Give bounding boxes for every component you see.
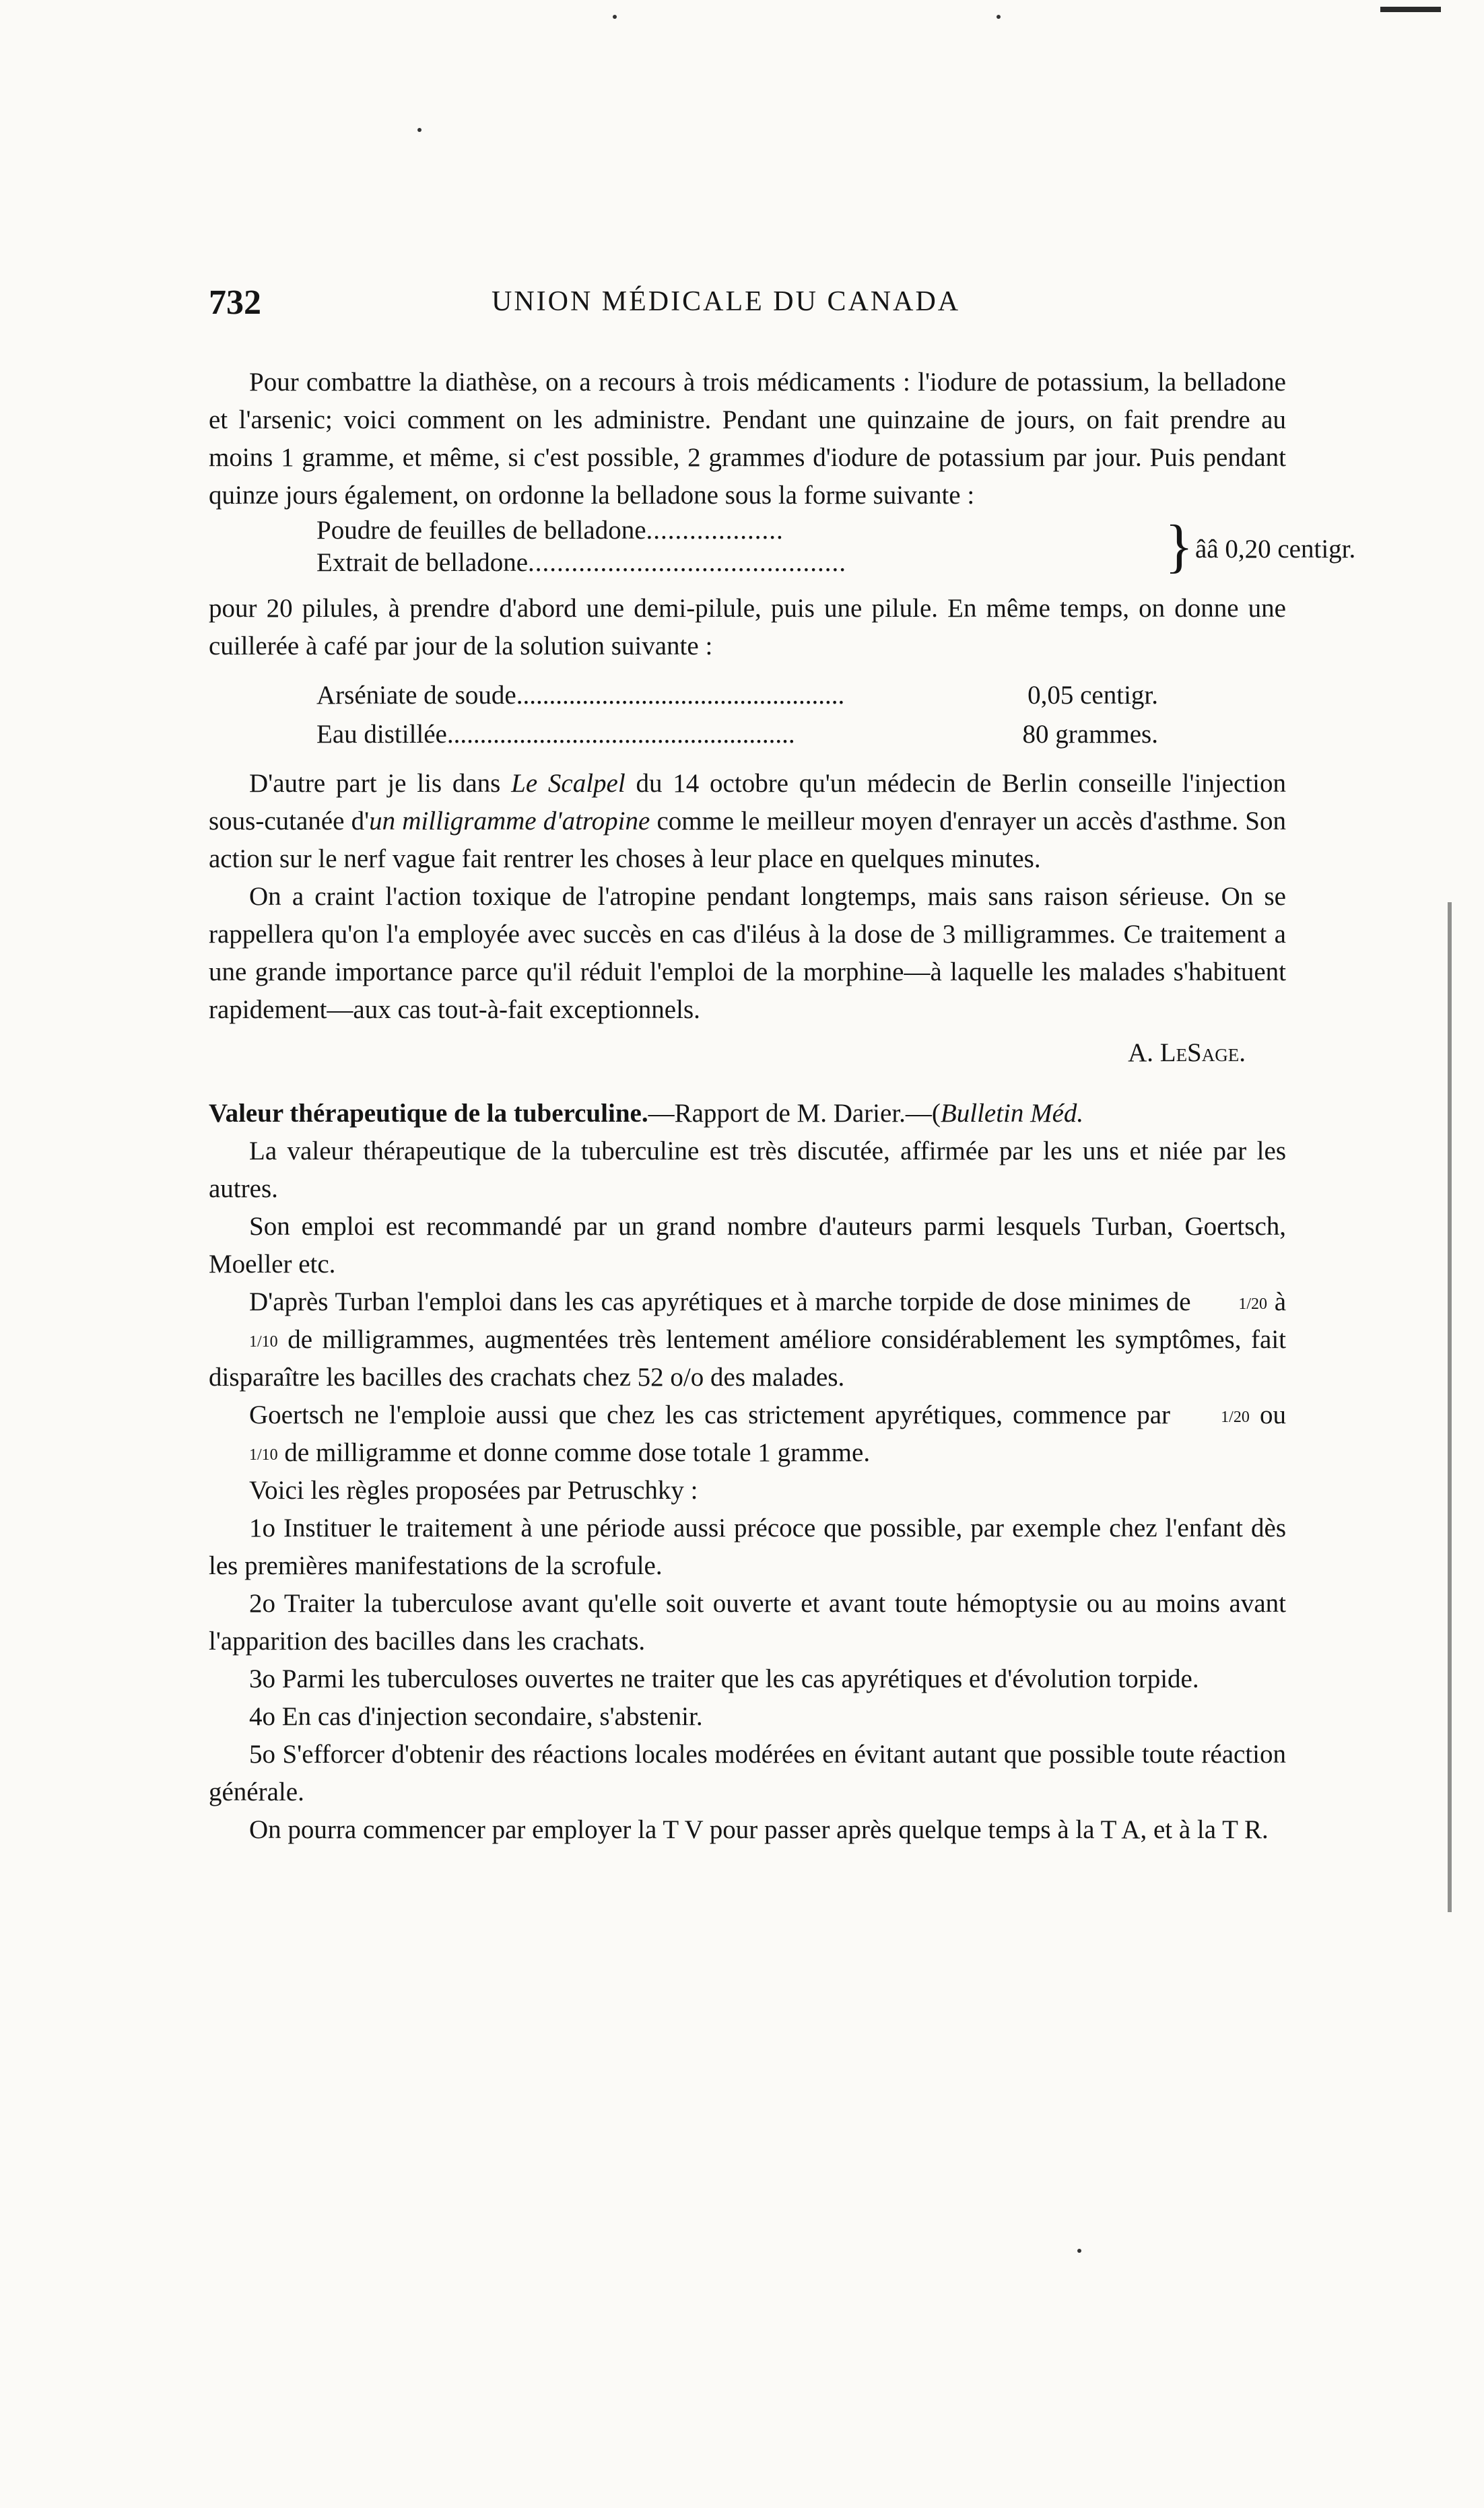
text-run: de milligramme et donne comme dose totale 1 gramme. bbox=[277, 1438, 871, 1467]
text-run: D'autre part je lis dans bbox=[249, 769, 512, 798]
text-run: ou bbox=[1249, 1400, 1286, 1429]
scan-margin-shadow bbox=[1448, 902, 1452, 1912]
formula-dose: 80 grammes. bbox=[1022, 720, 1158, 749]
scan-speck bbox=[1077, 2249, 1081, 2253]
rule-item: 1o Instituer le traitement à une période aussi précoce que possible, par exemple chez l'enfant dès les premières manifestations de la scrofule. bbox=[209, 1514, 1286, 1580]
recipe-dose: ââ 0,20 centigr. bbox=[1195, 535, 1356, 564]
fraction: 1/20 bbox=[1221, 1409, 1250, 1427]
recipe-line bbox=[316, 547, 1286, 579]
paragraph: pour 20 pilules, à prendre d'abord une demi-pilule, puis une pilule. En même temps, on donne une cuillerée à café par jour de la solution suivante : bbox=[209, 594, 1286, 660]
paragraph: Pour combattre la diathèse, on a recours à trois médicaments : l'iodure de potassium, la belladone et l'arsenic; voici comment on les administre. Pendant une quinzaine de jours, on fait prendre au moins 1 gramme, et même, si c'est possible, 2 grammes d'iodure de potassium par jour. Puis pendant quinze jours également, on ordonne la belladone sous la forme suivante : bbox=[209, 368, 1286, 510]
leader-dots: ..................................................... bbox=[446, 720, 795, 749]
prescription-arseniate bbox=[316, 676, 1158, 754]
paragraph: On a craint l'action toxique de l'atropine pendant longtemps, mais sans raison sérieuse. On se rappellera qu'on l'a employée avec succès en cas d'iléus à la dose de 3 milligrammes. Ce traitement a une grande importance parce qu'il réduit l'emploi de la morphine—à laquelle les malades s'habituent rapidement—aux cas tout-à-fait exceptionnels. bbox=[209, 882, 1286, 1024]
page-number: 732 bbox=[209, 283, 261, 322]
running-title: UNION MÉDICALE DU CANADA bbox=[492, 286, 961, 317]
rule-item: 2o Traiter la tuberculose avant qu'elle soit ouverte et avant toute hémoptysie ou au moins avant l'apparition des bacilles dans les crachats. bbox=[209, 1589, 1286, 1656]
text-run: du 14 octobre qu'un médecin de Berlin conseille l'injection sous-cutanée d' bbox=[209, 769, 1287, 836]
section-subtitle: —Rapport de M. Darier.—( bbox=[648, 1099, 941, 1128]
rule-item: 5o S'efforcer d'obtenir des réactions locales modérées en évitant autant que possible toute réaction générale. bbox=[209, 1740, 1286, 1806]
author-signature: A. LeSage. bbox=[1128, 1038, 1246, 1067]
section-title: Valeur thérapeutique de la tuberculine. bbox=[209, 1099, 648, 1128]
rule-item: 4o En cas d'injection secondaire, s'abstenir. bbox=[249, 1702, 703, 1731]
formula-row bbox=[316, 676, 1158, 715]
rule-item: 3o Parmi les tuberculoses ouvertes ne traiter que les cas apyrétiques et d'évolution torpide. bbox=[249, 1664, 1199, 1693]
journal-title: Le Scalpel bbox=[511, 769, 626, 798]
formula-item: Arséniate de soude bbox=[316, 681, 516, 710]
scan-speck bbox=[997, 15, 1001, 19]
emphasis: un milligramme d'atropine bbox=[369, 807, 650, 836]
leader-dots: ................... bbox=[646, 516, 784, 545]
recipe-item: Poudre de feuilles de belladone bbox=[316, 516, 646, 545]
section-heading bbox=[209, 1095, 1286, 1132]
paragraph bbox=[209, 1396, 1286, 1472]
leader-dots: .................................................. bbox=[516, 681, 845, 710]
scan-edge-mark bbox=[1380, 7, 1441, 12]
paragraph: Son emploi est recommandé par un grand nombre d'auteurs parmi lesquels Turban, Goertsch, Moeller etc. bbox=[209, 1212, 1286, 1279]
body-text bbox=[209, 364, 1356, 1849]
formula-dose: 0,05 centigr. bbox=[1027, 681, 1158, 710]
formula-row bbox=[316, 715, 1158, 754]
formula-item: Eau distillée bbox=[316, 720, 447, 749]
scan-speck bbox=[613, 15, 617, 19]
paragraph bbox=[209, 765, 1286, 878]
text-run: Goertsch ne l'emploie aussi que chez les cas strictement apyrétiques, commence par bbox=[249, 1400, 1181, 1429]
fraction: 1/10 bbox=[249, 1333, 278, 1351]
paragraph: Voici les règles proposées par Petruschky : bbox=[249, 1476, 698, 1505]
fraction: 1/10 bbox=[249, 1446, 278, 1464]
text-run: comme le meilleur moyen d'enrayer un accès d'asthme. Son action sur le nerf vague fait rentrer les choses à leur place en quelques minutes. bbox=[209, 807, 1286, 873]
scan-speck bbox=[417, 128, 421, 132]
recipe-item: Extrait de belladone bbox=[316, 548, 529, 577]
paragraph: La valeur thérapeutique de la tuberculine est très discutée, affirmée par les uns et niée par les autres. bbox=[209, 1137, 1286, 1203]
paragraph bbox=[209, 1283, 1286, 1396]
text-run: à bbox=[1267, 1287, 1287, 1316]
leader-dots: ............................................ bbox=[528, 548, 847, 577]
prescription-belladone bbox=[316, 514, 1356, 590]
brace: } bbox=[1165, 514, 1194, 579]
text-run: D'après Turban l'emploi dans les cas apyrétiques et à marche torpide de dose minimes de bbox=[249, 1287, 1199, 1316]
text-run: de milligrammes, augmentées très lentement améliore considérablement les symptômes, fait disparaître les bacilles des crachats chez 52 o/o des malades. bbox=[209, 1325, 1286, 1392]
page-header bbox=[209, 283, 1286, 330]
recipe-line bbox=[316, 514, 1286, 547]
fraction: 1/20 bbox=[1238, 1295, 1267, 1314]
paragraph: On pourra commencer par employer la T V pour passer après quelque temps à la T A, et à la T R. bbox=[249, 1815, 1269, 1844]
source-title: Bulletin Méd. bbox=[940, 1099, 1084, 1128]
